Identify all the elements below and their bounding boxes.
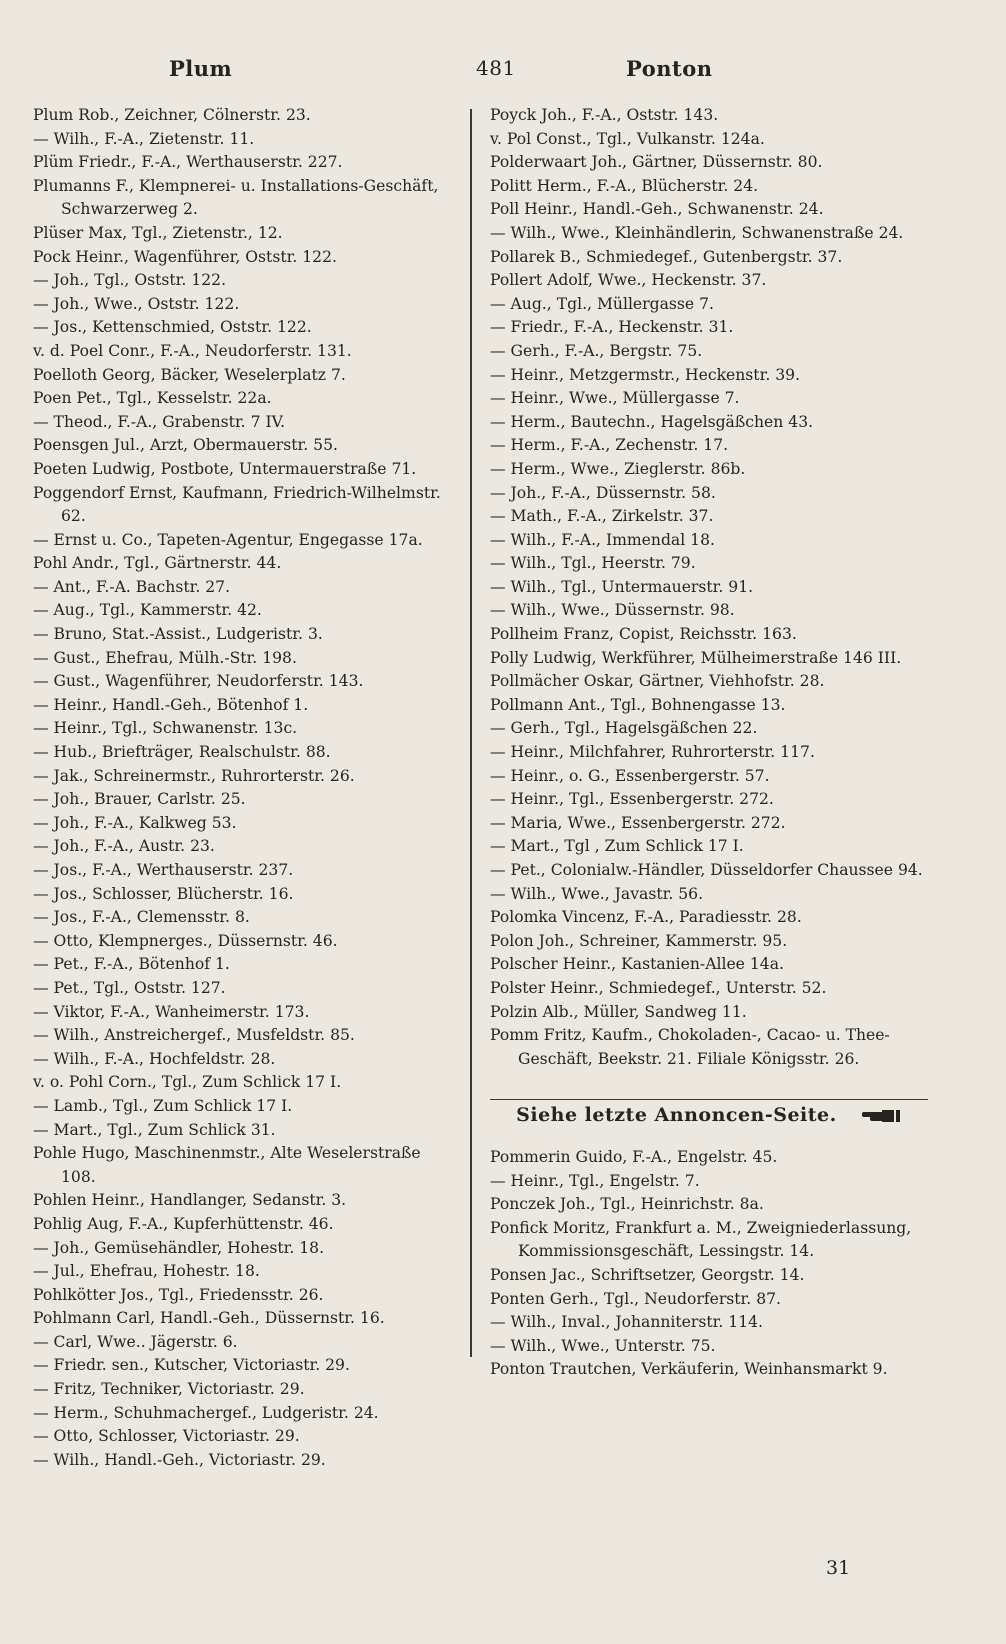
entry: — Heinr., Tgl., Schwanenstr. 13c. [33, 719, 298, 738]
entry: — Carl, Wwe.. Jägerstr. 6. [33, 1332, 238, 1351]
entry: — Wilh., Anstreichergef., Musfeldstr. 85. [33, 1026, 355, 1045]
entry: Pohle Hugo, Maschinenmstr., Alte Weselerstraße 108. [33, 1144, 421, 1186]
entry: — Joh., Tgl., Oststr. 122. [33, 271, 227, 290]
entry: Pollert Adolf, Wwe., Heckenstr. 37. [490, 271, 767, 290]
entry: — Otto, Klempnerges., Düssernstr. 46. [33, 931, 338, 950]
entry: — Otto, Schlosser, Victoriastr. 29. [33, 1427, 300, 1446]
entry: Ponten Gerh., Tgl., Neudorferstr. 87. [490, 1289, 781, 1308]
entry: — Wilh., Tgl., Untermauerstr. 91. [490, 577, 754, 596]
entry: — Hub., Briefträger, Realschulstr. 88. [33, 743, 331, 762]
entry: v. Pol Const., Tgl., Vulkanstr. 124a. [490, 129, 765, 148]
entry: Poyck Joh., F.-A., Oststr. 143. [490, 106, 719, 124]
entry: — Herm., Schuhmachergef., Ludgeristr. 24. [33, 1403, 379, 1422]
entry: — Gust., Ehefrau, Mülh.-Str. 198. [33, 648, 297, 667]
entry: Pohlig Aug, F.-A., Kupferhüttenstr. 46. [33, 1214, 334, 1233]
entry: Pohl Andr., Tgl., Gärtnerstr. 44. [33, 554, 282, 573]
entry: — Heinr., Tgl., Essenbergerstr. 272. [490, 790, 774, 809]
entry: — Wilh., Handl.-Geh., Victoriastr. 29. [33, 1450, 326, 1469]
entry: — Joh., F.-A., Düssernstr. 58. [490, 483, 716, 502]
entry: Poeten Ludwig, Postbote, Untermauerstraße 71. [33, 459, 417, 478]
entry: — Aug., Tgl., Müllergasse 7. [490, 294, 714, 313]
entry: Poggendorf Ernst, Kaufmann, Friedrich-Wilhelmstr. 62. [33, 483, 441, 526]
notice-text: Siehe letzte Annoncen-Seite. [516, 1104, 837, 1127]
entry: — Friedr., F.-A., Heckenstr. 31. [490, 318, 734, 337]
column-divider [470, 109, 472, 1357]
entry: Poensgen Jul., Arzt, Obermauerstr. 55. [33, 436, 338, 455]
entry: — Heinr., Wwe., Müllergasse 7. [490, 389, 740, 408]
entry: — Heinr., o. G., Essenbergerstr. 57. [490, 766, 770, 785]
entry: Ponsen Jac., Schriftsetzer, Georgstr. 14. [490, 1265, 805, 1284]
entry: Pomm Fritz, Kaufm., Chokoladen-, Cacao- u. Thee-Geschäft, Beekstr. 21. Filiale Königsstr. 26. [490, 1026, 890, 1068]
entry: — Pet., Colonialw.-Händler, Düsseldorfer Chaussee 94. [490, 861, 923, 879]
entry: — Joh., Brauer, Carlstr. 25. [33, 790, 246, 809]
entry: — Wilh., F.-A., Zietenstr. 11. [33, 129, 255, 148]
entry: — Heinr., Milchfahrer, Ruhrorterstr. 117. [490, 743, 815, 762]
entry: Plumanns F., Klempnerei- u. Installations-Geschäft, Schwarzerweg 2. [33, 176, 439, 219]
entry: Polly Ludwig, Werkführer, Mülheimerstraße 146 III. [490, 648, 902, 667]
header-last-entry: Ponton [626, 56, 713, 81]
entry: Pollmächer Oskar, Gärtner, Viehhofstr. 28. [490, 672, 825, 691]
entry: Polderwaart Joh., Gärtner, Düssernstr. 80. [490, 153, 823, 172]
entry: Ponton Trautchen, Verkäuferin, Weinhansmarkt 9. [490, 1360, 888, 1379]
entry: — Joh., Gemüsehändler, Hohestr. 18. [33, 1238, 325, 1257]
entry: — Jos., Kettenschmied, Oststr. 122. [33, 318, 312, 337]
entry: — Gerh., F.-A., Bergstr. 75. [490, 341, 703, 360]
entry: — Mart., Tgl., Zum Schlick 31. [33, 1120, 276, 1139]
entry: — Wilh., F.-A., Hochfeldstr. 28. [33, 1049, 276, 1068]
entry: — Heinr., Tgl., Engelstr. 7. [490, 1171, 700, 1190]
entry: Poen Pet., Tgl., Kesselstr. 22a. [33, 389, 272, 408]
entry: Plum Rob., Zeichner, Cölnerstr. 23. [33, 106, 311, 124]
entry: — Theod., F.-A., Grabenstr. 7 IV. [33, 412, 286, 431]
entry: — Jul., Ehefrau, Hohestr. 18. [33, 1262, 260, 1281]
entry: — Herm., Bautechn., Hagelsgäßchen 43. [490, 412, 814, 431]
entry: — Wilh., F.-A., Immendal 18. [490, 530, 715, 549]
entry: — Jos., Schlosser, Blücherstr. 16. [33, 884, 294, 903]
entry: Poelloth Georg, Bäcker, Weselerplatz 7. [33, 365, 346, 384]
entry: — Wilh., Wwe., Unterstr. 75. [490, 1336, 716, 1355]
entry: — Herm., F.-A., Zechenstr. 17. [490, 436, 729, 455]
entry: — Aug., Tgl., Kammerstr. 42. [33, 601, 262, 620]
pointing-hand-icon [854, 1108, 902, 1124]
entry: v. d. Poel Conr., F.-A., Neudorferstr. 131. [33, 341, 352, 360]
entry: — Wilh., Wwe., Kleinhändlerin, Schwanenstraße 24. [490, 223, 904, 242]
entry: Polzin Alb., Müller, Sandweg 11. [490, 1002, 747, 1021]
entry: Pollmann Ant., Tgl., Bohnengasse 13. [490, 695, 786, 714]
entry: Plüm Friedr., F.-A., Werthauserstr. 227. [33, 153, 343, 172]
entry: — Bruno, Stat.-Assist., Ludgeristr. 3. [33, 625, 323, 644]
entry: Polomka Vincenz, F.-A., Paradiesstr. 28. [490, 908, 802, 927]
entry: Plüser Max, Tgl., Zietenstr., 12. [33, 223, 283, 242]
entry: — Wilh., Inval., Johanniterstr. 114. [490, 1313, 764, 1332]
header-first-entry: Plum [169, 56, 233, 81]
entry: — Jos., F.-A., Clemensstr. 8. [33, 908, 250, 927]
entry: — Gerh., Tgl., Hagelsgäßchen 22. [490, 719, 758, 738]
entry: Pohlkötter Jos., Tgl., Friedensstr. 26. [33, 1285, 324, 1304]
entry: — Joh., F.-A., Kalkweg 53. [33, 813, 237, 832]
entry: — Fritz, Techniker, Victoriastr. 29. [33, 1380, 305, 1399]
footer-page-number: 31 [826, 1557, 851, 1579]
entry: Polster Heinr., Schmiedegef., Unterstr. 52. [490, 978, 827, 997]
entry: — Math., F.-A., Zirkelstr. 37. [490, 507, 714, 526]
right-column [490, 104, 928, 1382]
entry: Ponfick Moritz, Frankfurt a. M., Zweigniederlassung, Kommissionsgeschäft, Lessingstr. 14. [490, 1218, 912, 1261]
advertisement-notice [490, 1099, 928, 1128]
entry: — Friedr. sen., Kutscher, Victoriastr. 29. [33, 1356, 350, 1375]
entry: — Viktor, F.-A., Wanheimerstr. 173. [33, 1002, 310, 1021]
entry: — Gust., Wagenführer, Neudorferstr. 143. [33, 672, 364, 691]
entry: — Jos., F.-A., Werthauserstr. 237. [33, 861, 294, 879]
entry: Pollheim Franz, Copist, Reichsstr. 163. [490, 625, 797, 644]
entry: — Wilh., Tgl., Heerstr. 79. [490, 554, 696, 573]
entry: — Wilh., Wwe., Javastr. 56. [490, 884, 704, 903]
entry: — Heinr., Handl.-Geh., Bötenhof 1. [33, 695, 309, 714]
entry: — Joh., F.-A., Austr. 23. [33, 837, 215, 856]
entry: — Joh., Wwe., Oststr. 122. [33, 294, 240, 313]
entry: Polscher Heinr., Kastanien-Allee 14a. [490, 955, 784, 974]
entry: Pohlmann Carl, Handl.-Geh., Düssernstr. 16. [33, 1309, 385, 1328]
entry: Pommerin Guido, F.-A., Engelstr. 45. [490, 1147, 778, 1166]
entry: — Wilh., Wwe., Düssernstr. 98. [490, 601, 735, 620]
entry: Politt Herm., F.-A., Blücherstr. 24. [490, 176, 759, 195]
entry: — Heinr., Metzgermstr., Heckenstr. 39. [490, 365, 801, 384]
entry: Pollarek B., Schmiedegef., Gutenbergstr. 37. [490, 247, 843, 266]
entry: — Jak., Schreinermstr., Ruhrorterstr. 26. [33, 766, 355, 785]
entry: — Herm., Wwe., Zieglerstr. 86b. [490, 459, 746, 478]
left-column [33, 104, 458, 1472]
entry: Ponczek Joh., Tgl., Heinrichstr. 8a. [490, 1195, 764, 1214]
entry: Poll Heinr., Handl.-Geh., Schwanenstr. 24. [490, 200, 824, 219]
page-header [0, 56, 1006, 90]
entry: — Mart., Tgl , Zum Schlick 17 I. [490, 837, 744, 856]
entry: — Maria, Wwe., Essenbergerstr. 272. [490, 813, 786, 832]
entry: — Ant., F.-A. Bachstr. 27. [33, 577, 231, 596]
entry: — Lamb., Tgl., Zum Schlick 17 I. [33, 1096, 293, 1115]
entry: — Ernst u. Co., Tapeten-Agentur, Engegasse 17a. [33, 530, 423, 549]
header-page-number: 481 [476, 56, 516, 80]
entry: Polon Joh., Schreiner, Kammerstr. 95. [490, 931, 788, 950]
entry: v. o. Pohl Corn., Tgl., Zum Schlick 17 I. [33, 1073, 342, 1092]
entry: — Pet., Tgl., Oststr. 127. [33, 978, 226, 997]
entry: Pohlen Heinr., Handlanger, Sedanstr. 3. [33, 1191, 347, 1210]
entry: Pock Heinr., Wagenführer, Oststr. 122. [33, 247, 337, 266]
entry: — Pet., F.-A., Bötenhof 1. [33, 955, 230, 974]
